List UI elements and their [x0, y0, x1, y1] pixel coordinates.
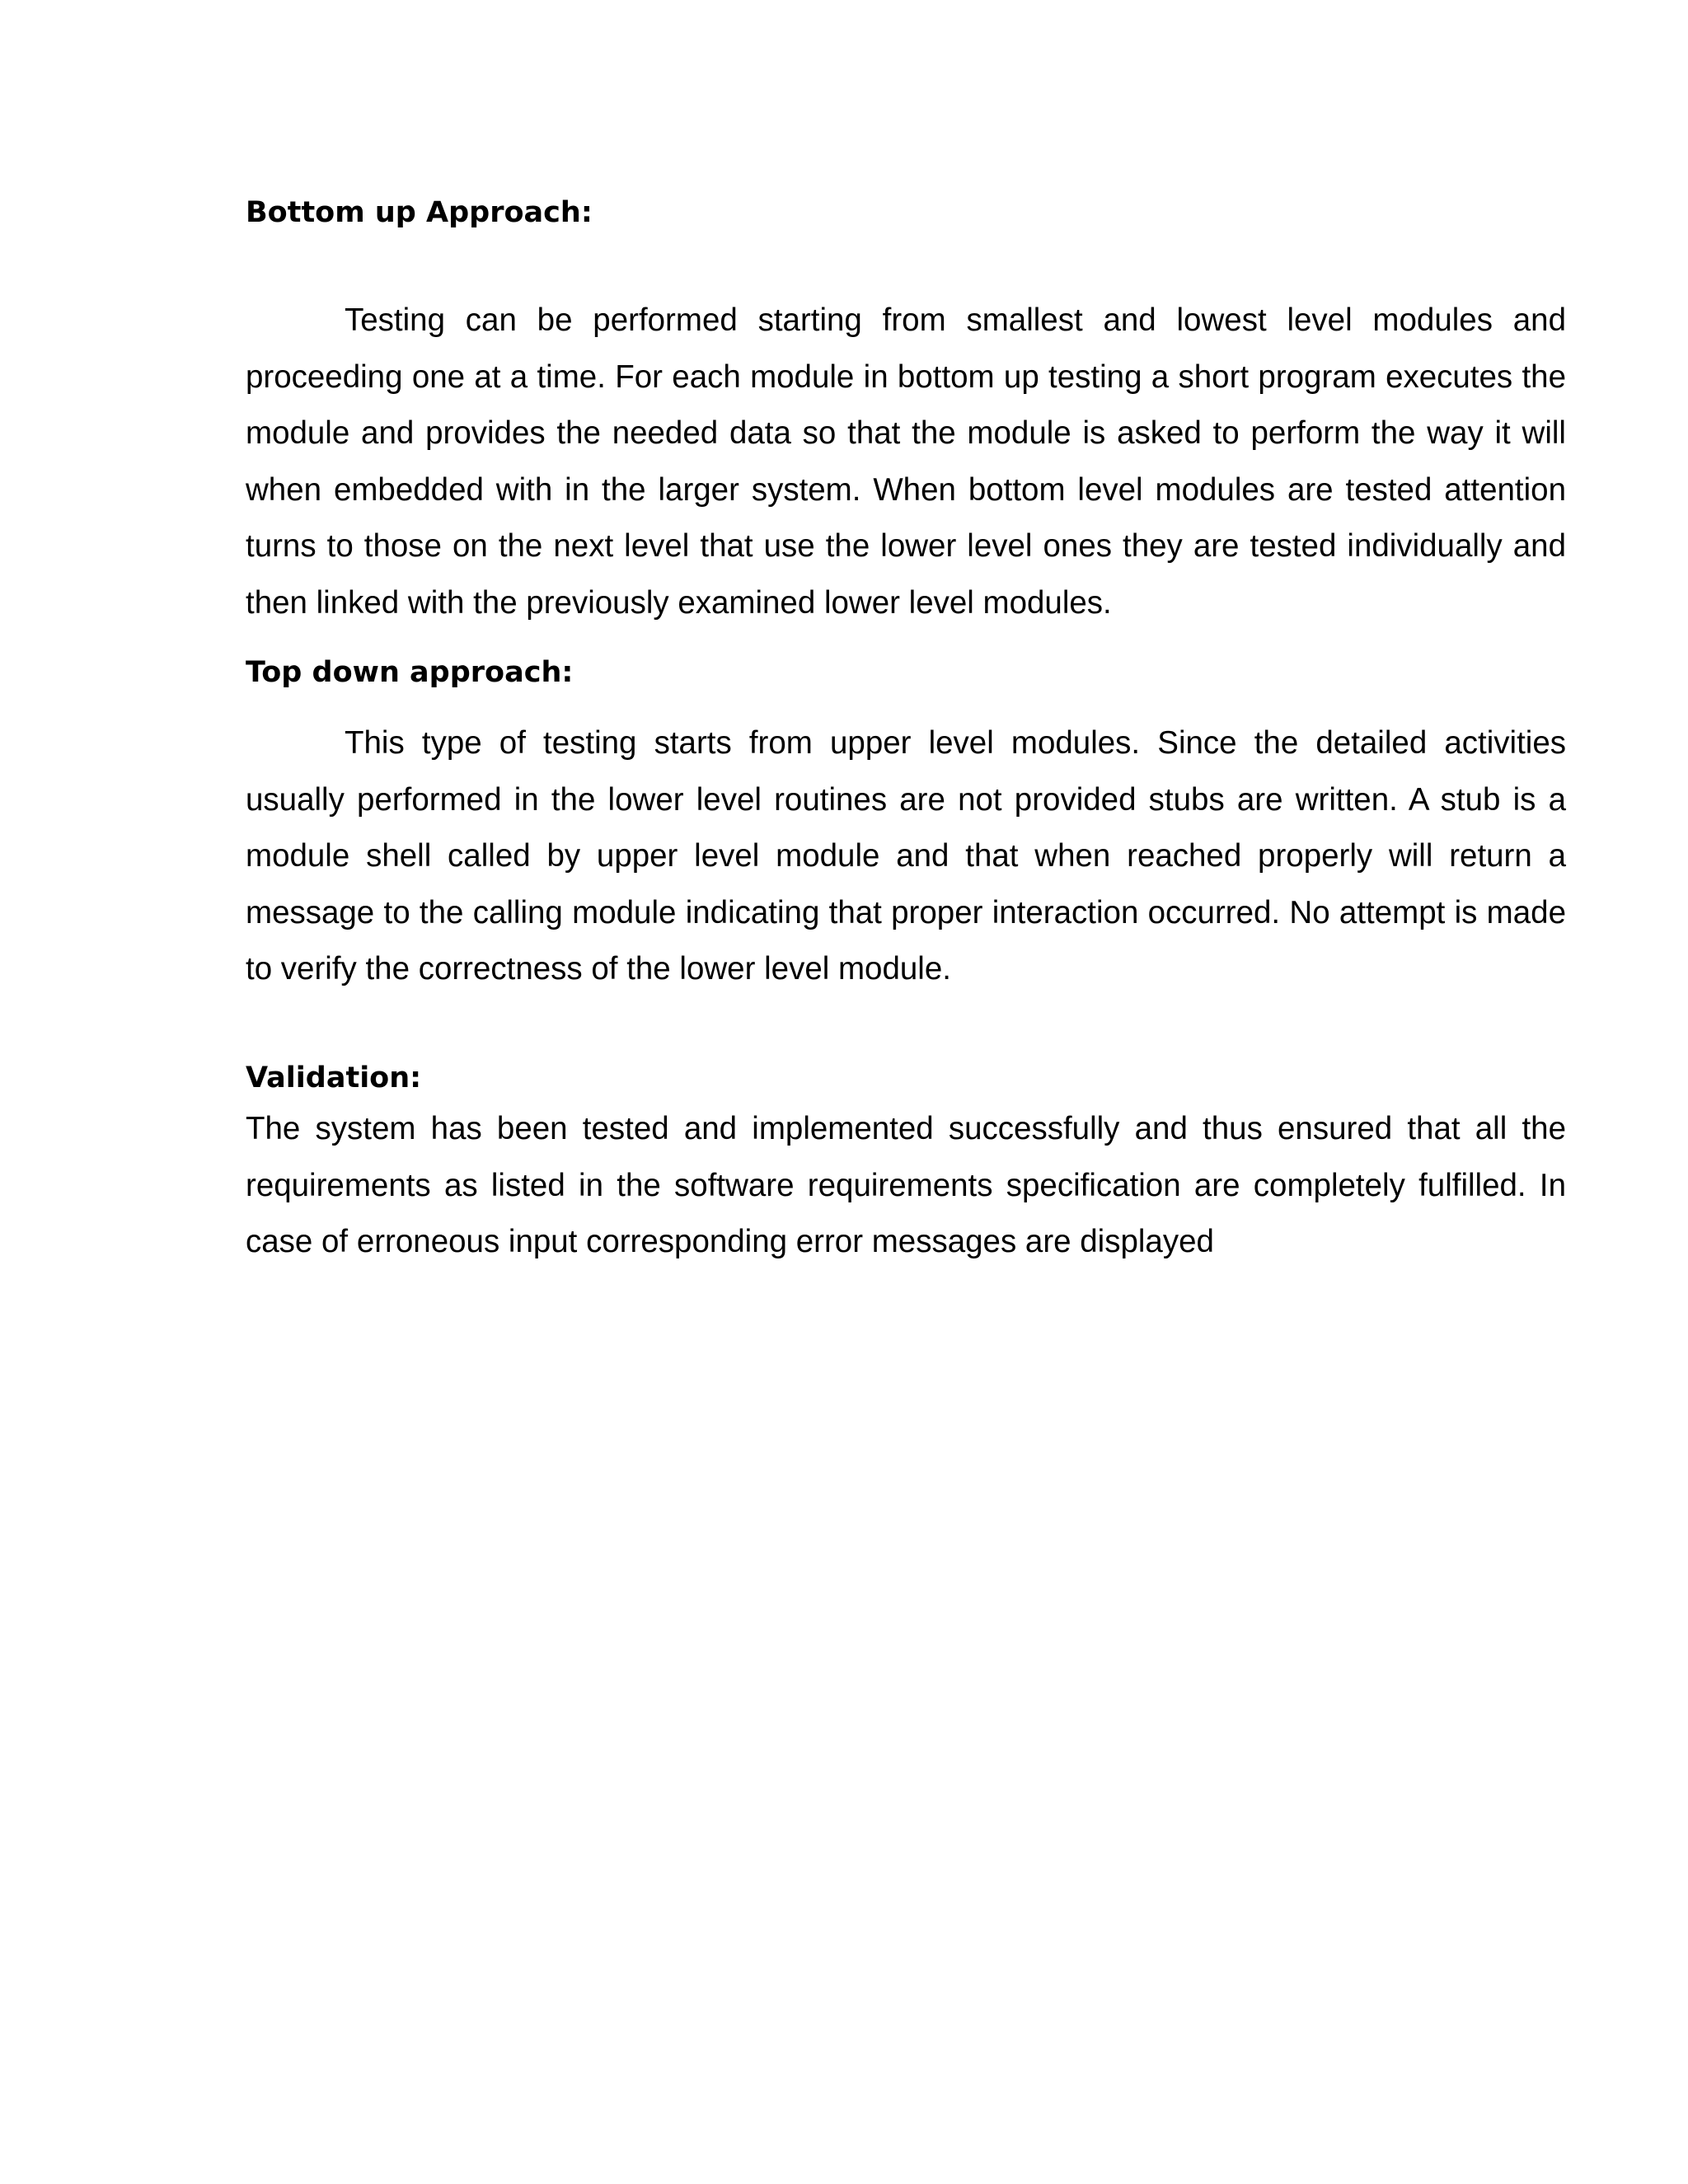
section-body-validation: The system has been tested and implemented successfully and thus ensured that all the requirements as listed in the software requirements specification are completely fulfilled. In case of erroneous input corresponding error messages are displayed: [246, 1111, 1566, 1259]
section-body-bottom-up: Testing can be performed starting from smallest and lowest level modules and proceeding one at a time. For each module in bottom up testing a short program executes the module and provides the needed data so that the module is asked to perform the way it will when embedded with in the larger system. When bottom level modules are tested attention turns to those on the next level that use the lower level ones they are tested individually and then linked with the previously examined lower level modules.: [246, 302, 1566, 621]
section-heading-validation: Validation:: [246, 1062, 422, 1094]
section-body-top-down: This type of testing starts from upper level modules. Since the detailed activities usually performed in the lower level routines are not provided stubs are written. A stub is a module shell called by upper level module and that when reached properly will return a message to the calling module indicating that proper interaction occurred. No attempt is made to verify the correctness of the lower level module.: [246, 725, 1566, 987]
section-heading-top-down: Top down approach:: [246, 656, 574, 689]
section-heading-bottom-up: Bottom up Approach:: [246, 196, 593, 229]
